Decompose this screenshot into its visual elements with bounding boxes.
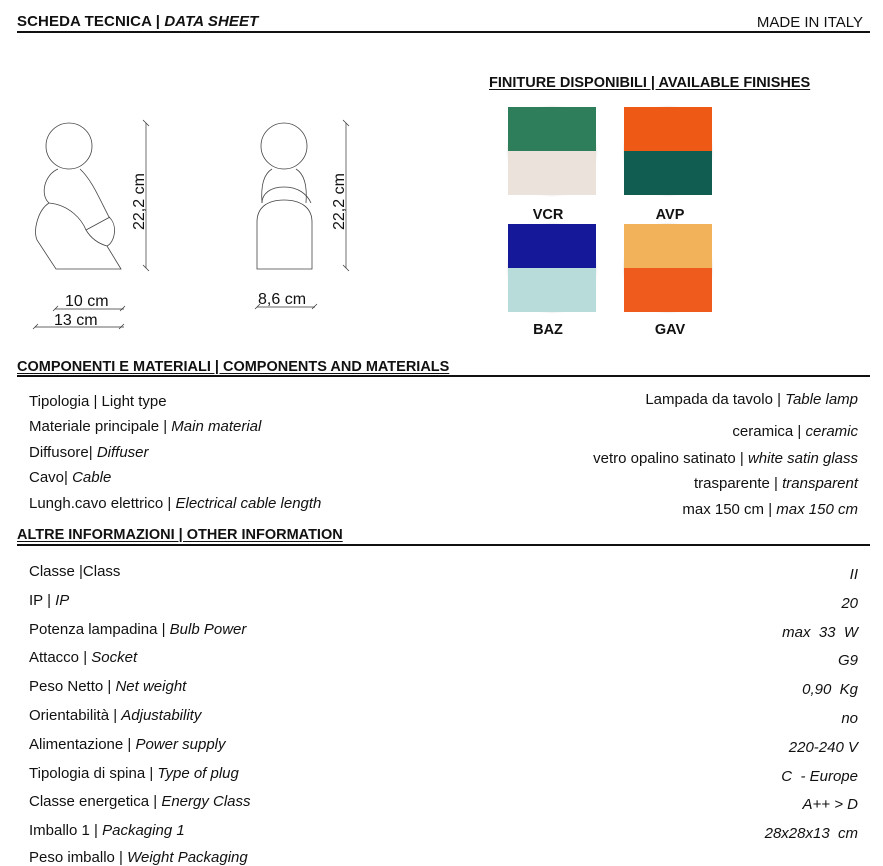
swatch-bottom-color	[624, 151, 712, 195]
component-value-light-type: Lampada da tavolo | Table lamp	[645, 391, 858, 408]
title-italian: SCHEDA TECNICA	[17, 13, 152, 30]
info-value-power-supply: 220-240 V	[788, 739, 858, 756]
components-section-title: COMPONENTI E MATERIALI | COMPONENTS AND MATERIALS	[17, 359, 450, 375]
swatch-top-color	[624, 107, 712, 151]
swatch-bottom-color	[624, 268, 712, 312]
side-height-label: 22,2 cm	[131, 173, 148, 230]
info-value-bulb-power: max 33 W	[782, 624, 858, 641]
other-info-divider	[17, 544, 870, 546]
finish-swatch-baz[interactable]	[508, 224, 596, 312]
finishes-title: FINITURE DISPONIBILI | AVAILABLE FINISHES	[489, 75, 811, 91]
info-label-socket: Attacco | Socket	[29, 649, 138, 666]
info-value-packaging: 28x28x13 cm	[764, 825, 858, 842]
other-info-section-title: ALTRE INFORMAZIONI | OTHER INFORMATION	[17, 527, 343, 543]
components-divider	[17, 375, 870, 377]
info-label-net-weight: Peso Netto | Net weight	[29, 678, 187, 695]
finish-swatch-gav[interactable]	[624, 224, 712, 312]
header-divider	[17, 31, 870, 33]
info-label-adjustability: Orientabilità | Adjustability	[29, 707, 202, 724]
info-label-energy-class: Classe energetica | Energy Class	[29, 793, 251, 810]
finish-code-vcr: VCR	[532, 207, 564, 223]
info-label-packaging-weight: Peso imballo | Weight Packaging	[29, 849, 248, 866]
info-value-adjustability: no	[841, 710, 858, 727]
component-value-cable-length: max 150 cm | max 150 cm	[682, 501, 858, 518]
component-label-light-type: Tipologia | Light type	[29, 393, 167, 410]
finish-swatch-avp[interactable]	[624, 107, 712, 195]
title-separator: |	[155, 13, 161, 30]
swatch-top-color	[624, 224, 712, 268]
info-label-packaging: Imballo 1 | Packaging 1	[29, 822, 185, 839]
info-label-plug-type: Tipologia di spina | Type of plug	[29, 765, 239, 782]
info-label-bulb-power: Potenza lampadina | Bulb Power	[29, 621, 247, 638]
info-value-energy-class: A++ > D	[802, 796, 858, 813]
component-value-diffuser: vetro opalino satinato | white satin glass	[593, 450, 858, 467]
info-label-ip: IP | IP	[29, 592, 70, 609]
info-value-socket: G9	[837, 652, 858, 669]
info-label-class: Classe |Class	[29, 563, 121, 580]
swatch-top-color	[508, 224, 596, 268]
component-value-main-material: ceramica | ceramic	[732, 423, 858, 440]
component-label-main-material: Materiale principale | Main material	[29, 418, 262, 435]
front-view-drawing	[257, 123, 312, 269]
finish-code-avp: AVP	[655, 207, 685, 223]
page-title	[17, 13, 258, 30]
info-value-class: II	[849, 566, 858, 583]
info-value-plug-type: C - Europe	[781, 768, 858, 785]
swatch-top-color	[508, 107, 596, 151]
swatch-bottom-color	[508, 151, 596, 195]
made-in-italy-label: MADE IN ITALY	[756, 14, 863, 31]
finish-code-baz: BAZ	[533, 322, 563, 338]
title-english: DATA SHEET	[164, 13, 259, 30]
side-view-drawing	[36, 123, 121, 269]
component-value-cable: trasparente | transparent	[693, 475, 858, 492]
info-value-ip: 20	[841, 595, 858, 612]
technical-drawings	[0, 100, 400, 340]
component-label-cable: Cavo| Cable	[29, 469, 112, 486]
front-width-label: 8,6 cm	[258, 291, 307, 308]
component-label-cable-length: Lungh.cavo elettrico | Electrical cable length	[29, 495, 322, 512]
front-height-label: 22,2 cm	[331, 173, 348, 230]
info-label-power-supply: Alimentazione | Power supply	[29, 736, 226, 753]
side-width-outer-label: 13 cm	[54, 312, 98, 329]
component-label-diffuser: Diffusore| Diffuser	[29, 444, 149, 461]
swatch-bottom-color	[508, 268, 596, 312]
finish-code-gav: GAV	[654, 322, 686, 338]
info-value-net-weight: 0,90 Kg	[802, 681, 858, 698]
side-width-inner-label: 10 cm	[65, 293, 109, 310]
finish-swatch-vcr[interactable]	[508, 107, 596, 195]
